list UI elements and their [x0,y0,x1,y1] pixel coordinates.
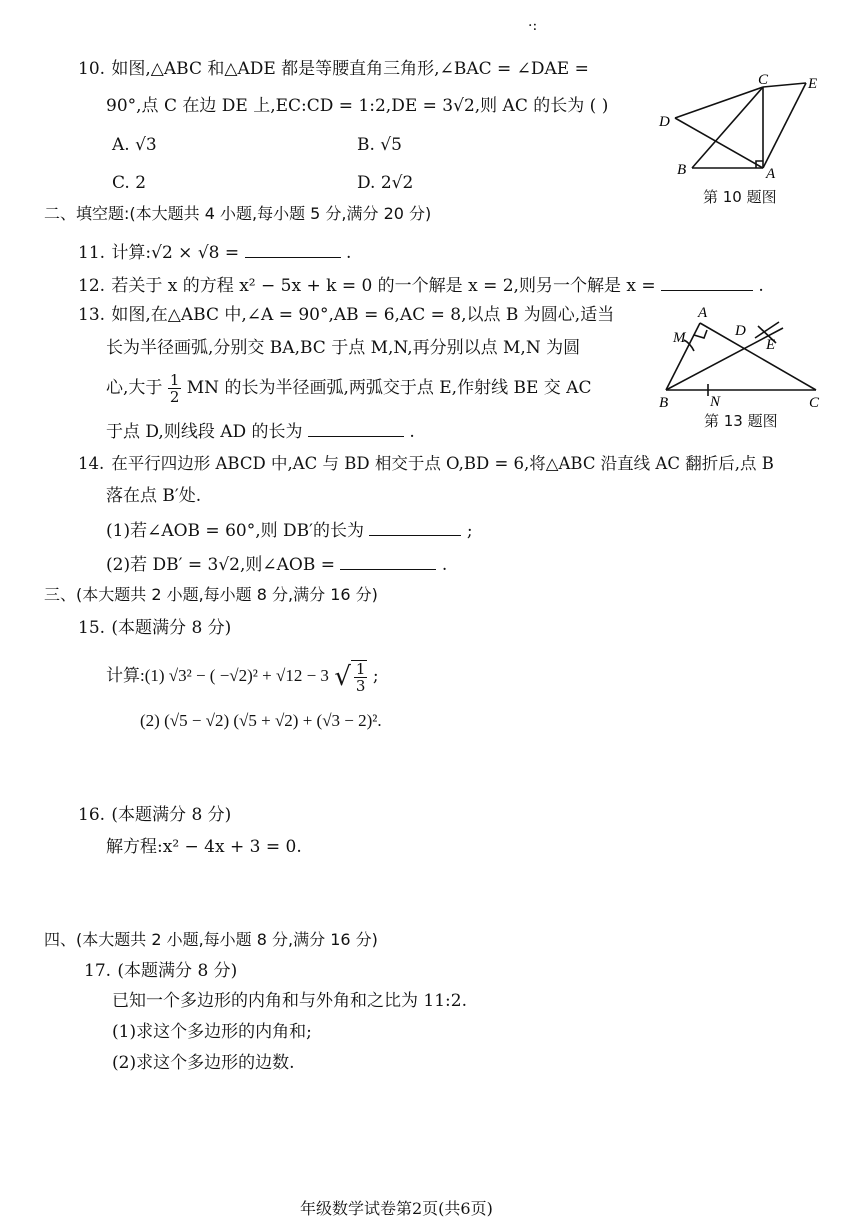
q13-number: 13. [78,305,106,325]
q13-label-b: B [659,395,669,411]
q14-text-2: 落在点 B′处. [106,486,202,506]
q13-label-m: M [673,330,686,346]
q13-text-3b: MN 的长为半径画弧,两弧交于点 E,作射线 BE 交 AC [186,378,592,398]
q13-line1 [78,304,614,326]
q14-line1 [78,453,774,475]
q15-part1-end: ; [372,666,379,686]
q13-end: . [409,422,415,442]
q13-text-2: 长为半径画弧,分别交 BA,BC 于点 M,N,再分别以点 M,N 为圆 [106,338,581,358]
q13-fraction [168,372,182,405]
q15-head: (本题满分 8 分) [111,618,232,638]
q14-part2: (2)若 DB′ = 3√2,则∠AOB = [106,555,335,575]
q17-text-1: 已知一个多边形的内角和与外角和之比为 11:2. [112,991,467,1011]
q10-label-b: B [677,162,687,178]
q13-caption: 第 13 题图 [704,412,778,430]
q12-text: 若关于 x 的方程 x² − 5x + k = 0 的一个解是 x = 2,则另一个解是 x = [111,276,656,296]
q13-label-e: E [766,337,776,353]
q10-label-d: D [659,114,670,130]
q17-part2: (2)求这个多边形的边数. [112,1053,295,1073]
q15-part2: (2) (√5 − √2) (√5 + √2) + (√3 − 2)². [140,711,382,730]
section-2-heading: 二、填空题:(本大题共 4 小题,每小题 5 分,满分 20 分) [44,204,432,223]
q10-option-a: A. √3 [112,135,157,155]
q10-number: 10. [78,59,106,79]
q17-head: (本题满分 8 分) [117,961,238,981]
q10-text-2: 90°,点 C 在边 DE 上,EC:CD = 1:2,DE = 3√2,则 AC 的长为 ( ) [106,96,609,116]
q13-text-4: 于点 D,则线段 AD 的长为 [106,422,303,442]
q10-option-c: C. 2 [112,173,147,193]
q10-text-1: 如图,△ABC 和△ADE 都是等腰直角三角形,∠BAC = ∠DAE = [111,59,589,79]
q14-part1-line [106,517,473,542]
q16-head: (本题满分 8 分) [111,805,232,825]
q10-line1 [78,58,589,80]
q13-line4 [106,418,415,443]
top-mark: ·: [528,18,538,34]
q13-label-c: C [809,395,820,411]
q11-number: 11. [78,243,106,263]
q14-part1-end: ; [466,521,473,541]
q15-head-line [78,617,231,639]
q13-figure [658,298,828,413]
q14-part2-line [106,551,447,576]
q15-part1: 计算:(1) √3² − ( −√2)² + √12 − 3 [106,666,329,685]
q10-label-a: A [766,166,776,182]
sqrt-icon: √ [334,661,351,692]
q10-label-e: E [808,76,818,92]
q15-sqrt-num: 1 [355,659,366,678]
page-footer: 年级数学试卷第2页(共6页) [300,1199,493,1218]
q13-frac-num: 1 [169,371,180,389]
q11-line [78,239,351,264]
section-3-heading: 三、(本大题共 2 小题,每小题 8 分,满分 16 分) [44,585,378,604]
q10-caption: 第 10 题图 [703,188,777,206]
section-4-heading: 四、(本大题共 2 小题,每小题 8 分,满分 16 分) [44,930,378,949]
q17-head-line [84,960,237,982]
q14-part2-blank[interactable] [340,551,436,570]
q13-label-d: D [735,323,746,339]
q12-line [78,272,764,297]
q12-number: 12. [78,276,106,296]
q12-end: . [758,276,764,296]
q15-number: 15. [78,618,106,638]
q11-end: . [345,243,352,263]
q13-answer-blank[interactable] [308,418,404,437]
q10-label-c: C [758,72,769,88]
q14-number: 14. [78,454,105,473]
q13-frac-den: 2 [169,388,180,406]
q16-head-line [78,804,231,826]
q13-line3 [106,371,591,405]
q13-text-1: 如图,在△ABC 中,∠A = 90°,AB = 6,AC = 8,以点 B 为圆心,适当 [111,305,615,325]
q10-figure [650,70,825,185]
q15-sqrt-fraction [351,660,368,694]
q17-part1: (1)求这个多边形的内角和; [112,1022,312,1042]
q14-part1: (1)若∠AOB = 60°,则 DB′的长为 [106,521,365,541]
q10-triangle-diagram [650,70,825,185]
q14-part2-end: . [441,555,448,575]
q11-text: 计算:√2 × √8 = [111,243,240,263]
q13-label-n: N [710,394,721,410]
q14-text-1: 在平行四边形 ABCD 中,AC 与 BD 相交于点 O,BD = 6,将△ABC 沿直线 AC 翻折后,点 B [111,454,774,473]
q16-number: 16. [78,805,106,825]
q12-answer-blank[interactable] [661,272,753,291]
q10-option-b: B. √5 [357,135,402,155]
q13-label-a: A [698,305,708,321]
q13-text-3a: 心,大于 [106,378,163,398]
q13-triangle-diagram [658,298,828,413]
q15-part1-line [106,658,379,695]
q14-part1-blank[interactable] [369,517,461,536]
q17-number: 17. [84,961,112,981]
q10-option-d: D. 2√2 [357,173,414,193]
q15-sqrt-den: 3 [355,676,366,695]
q16-text: 解方程:x² − 4x + 3 = 0. [106,837,302,857]
q11-answer-blank[interactable] [245,239,341,258]
